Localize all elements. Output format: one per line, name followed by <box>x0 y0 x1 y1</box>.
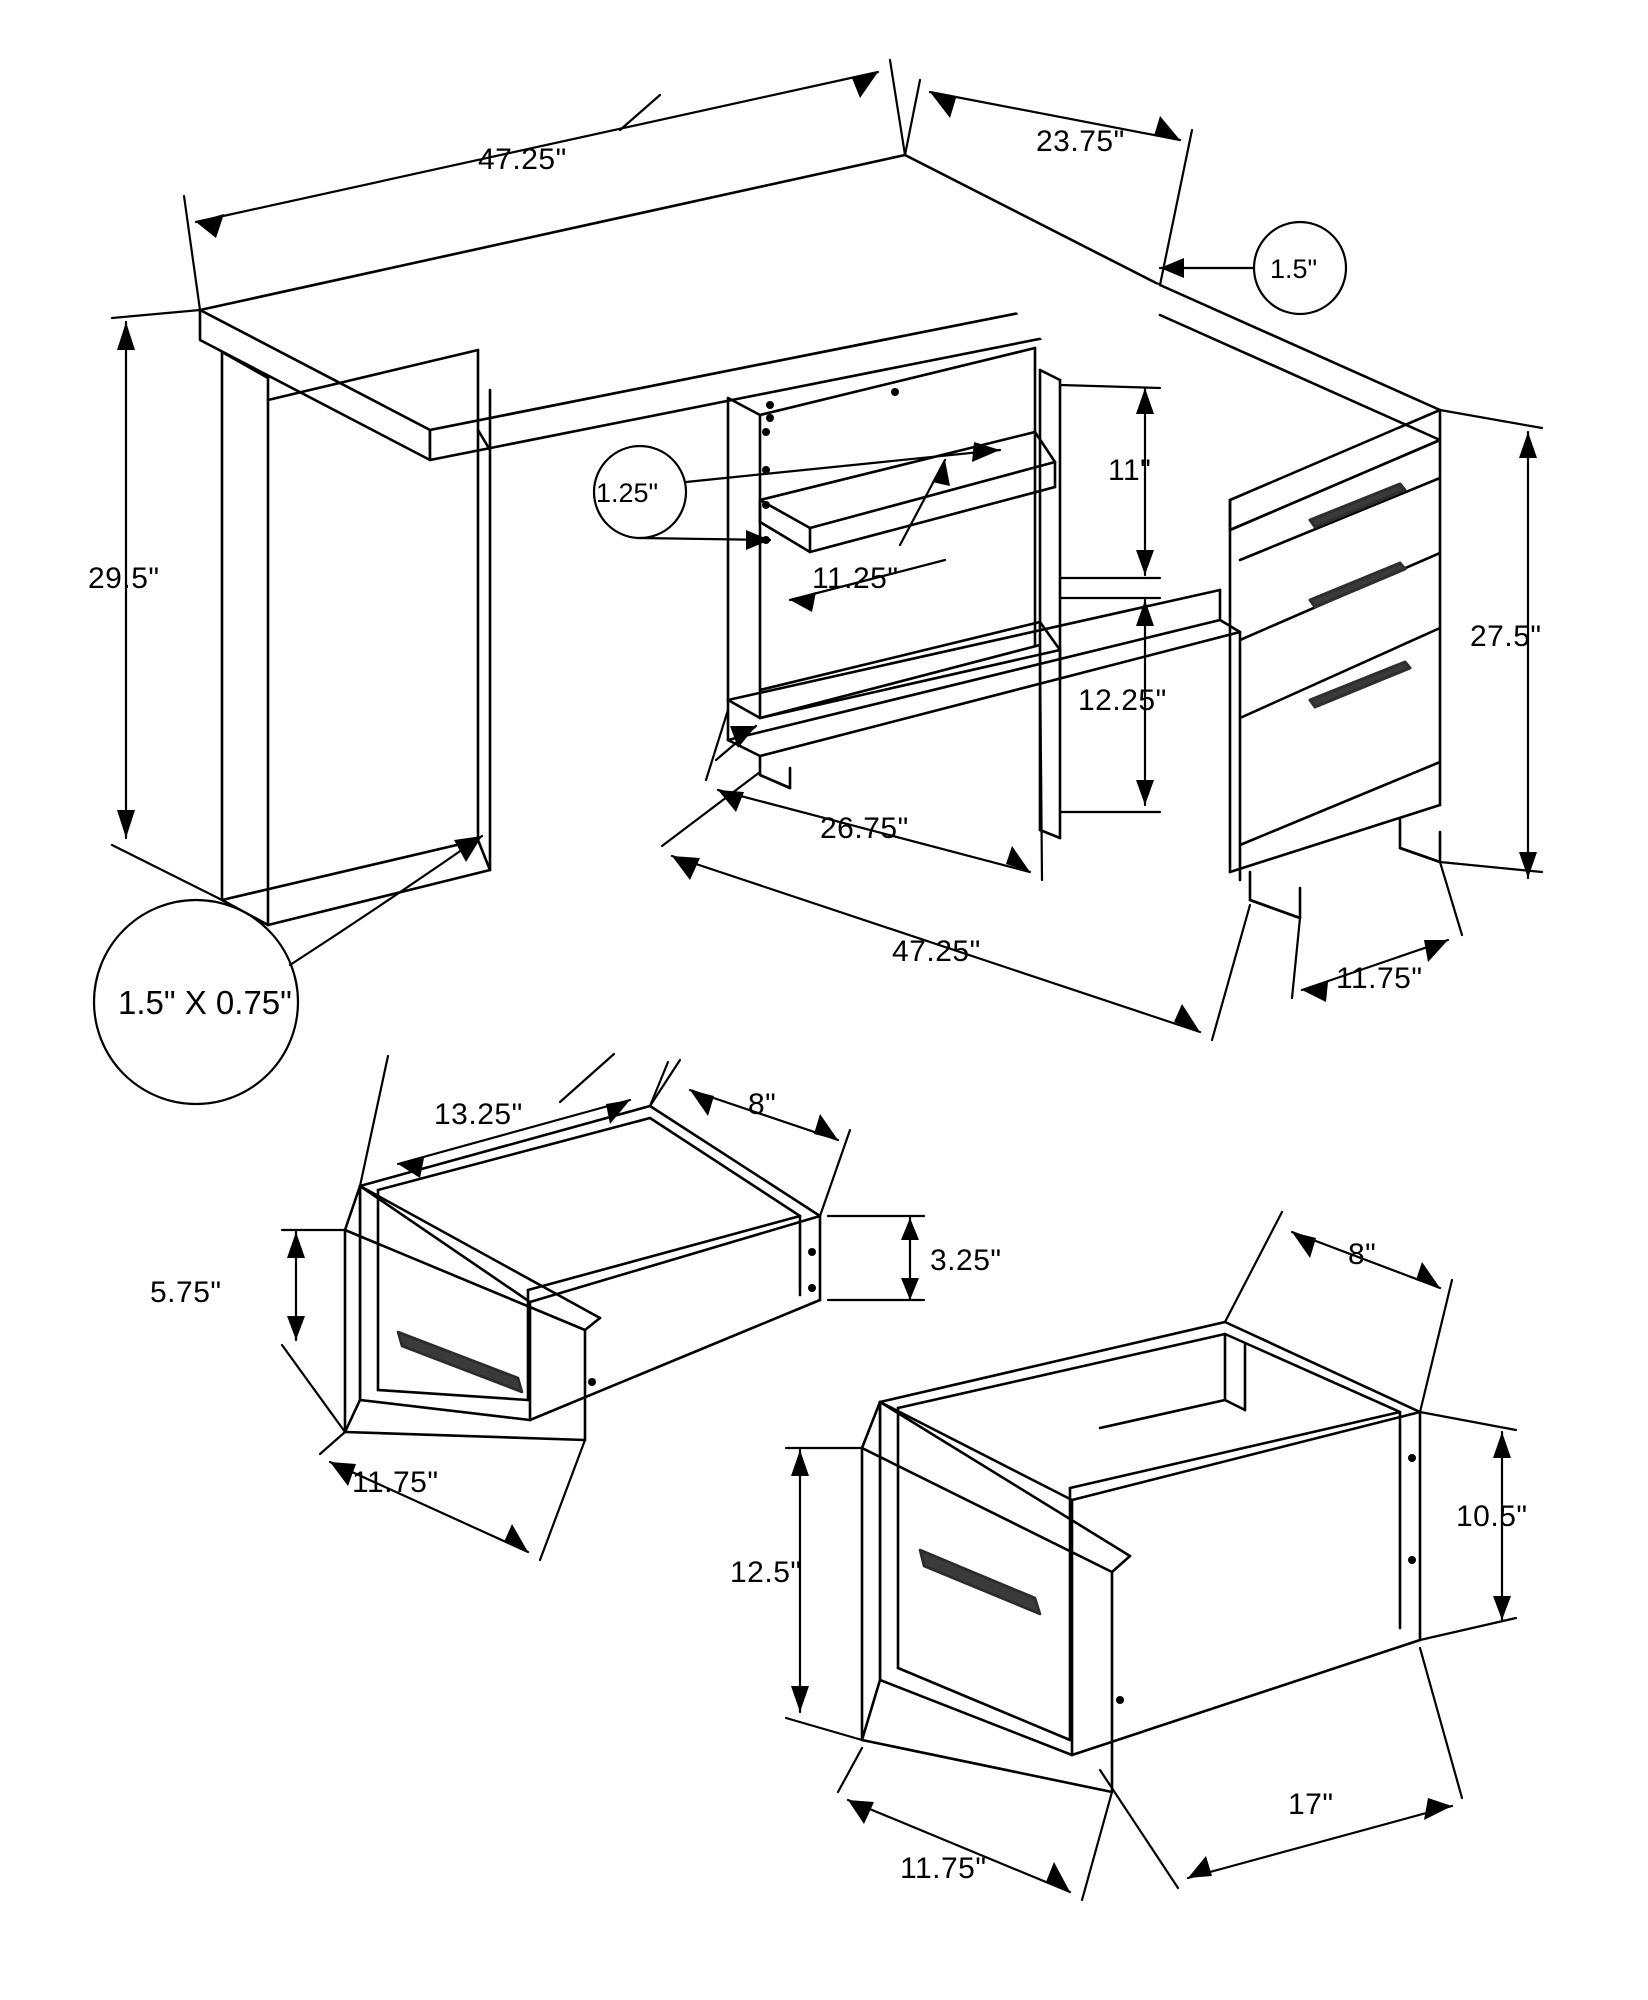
mounting-holes <box>762 388 899 544</box>
dim-leg-profile: 1.5" X 0.75" <box>118 984 292 1021</box>
dim-ld-front-height: 12.5" <box>730 1556 802 1589</box>
desk-return-top <box>1005 265 1440 530</box>
dim-overall-height: 29.5" <box>88 562 160 595</box>
dim-sd-front-width: 11.75" <box>352 1466 439 1499</box>
dim-ld-box-length: 17" <box>1288 1788 1334 1821</box>
dim-ld-front-width: 11.75" <box>900 1852 987 1885</box>
dim-ld-side-height: 10.5" <box>1456 1500 1528 1533</box>
dim-lower-opening: 12.25" <box>1078 684 1167 717</box>
dim-sd-width-top: 13.25" <box>434 1098 523 1131</box>
dim-shelf-thickness: 1.25" <box>596 478 659 508</box>
dimension-lines-large-drawer <box>786 1212 1516 1900</box>
dim-sd-box-height: 3.25" <box>930 1244 1002 1277</box>
large-drawer-geometry <box>862 1322 1420 1792</box>
dim-upper-opening: 11" <box>1108 454 1152 487</box>
dim-shelf-depth: 11.25" <box>812 562 899 595</box>
dim-ld-depth-top: 8" <box>1348 1238 1377 1271</box>
cabinet-drawer-handles <box>1310 484 1410 707</box>
dim-sd-depth-top: 8" <box>748 1088 777 1121</box>
dim-cabinet-height: 27.5" <box>1470 620 1542 653</box>
dim-top-left-width: 47.25" <box>478 143 567 176</box>
small-drawer-geometry <box>345 1106 820 1440</box>
dim-sd-front-height: 5.75" <box>150 1276 222 1309</box>
dim-top-thickness: 1.5" <box>1270 254 1318 284</box>
dim-top-right-depth: 23.75" <box>1036 125 1125 158</box>
dim-cabinet-depth: 11.75" <box>1336 962 1423 995</box>
dim-base-width: 47.25" <box>892 935 981 968</box>
dim-shelf-width: 26.75" <box>820 812 909 845</box>
